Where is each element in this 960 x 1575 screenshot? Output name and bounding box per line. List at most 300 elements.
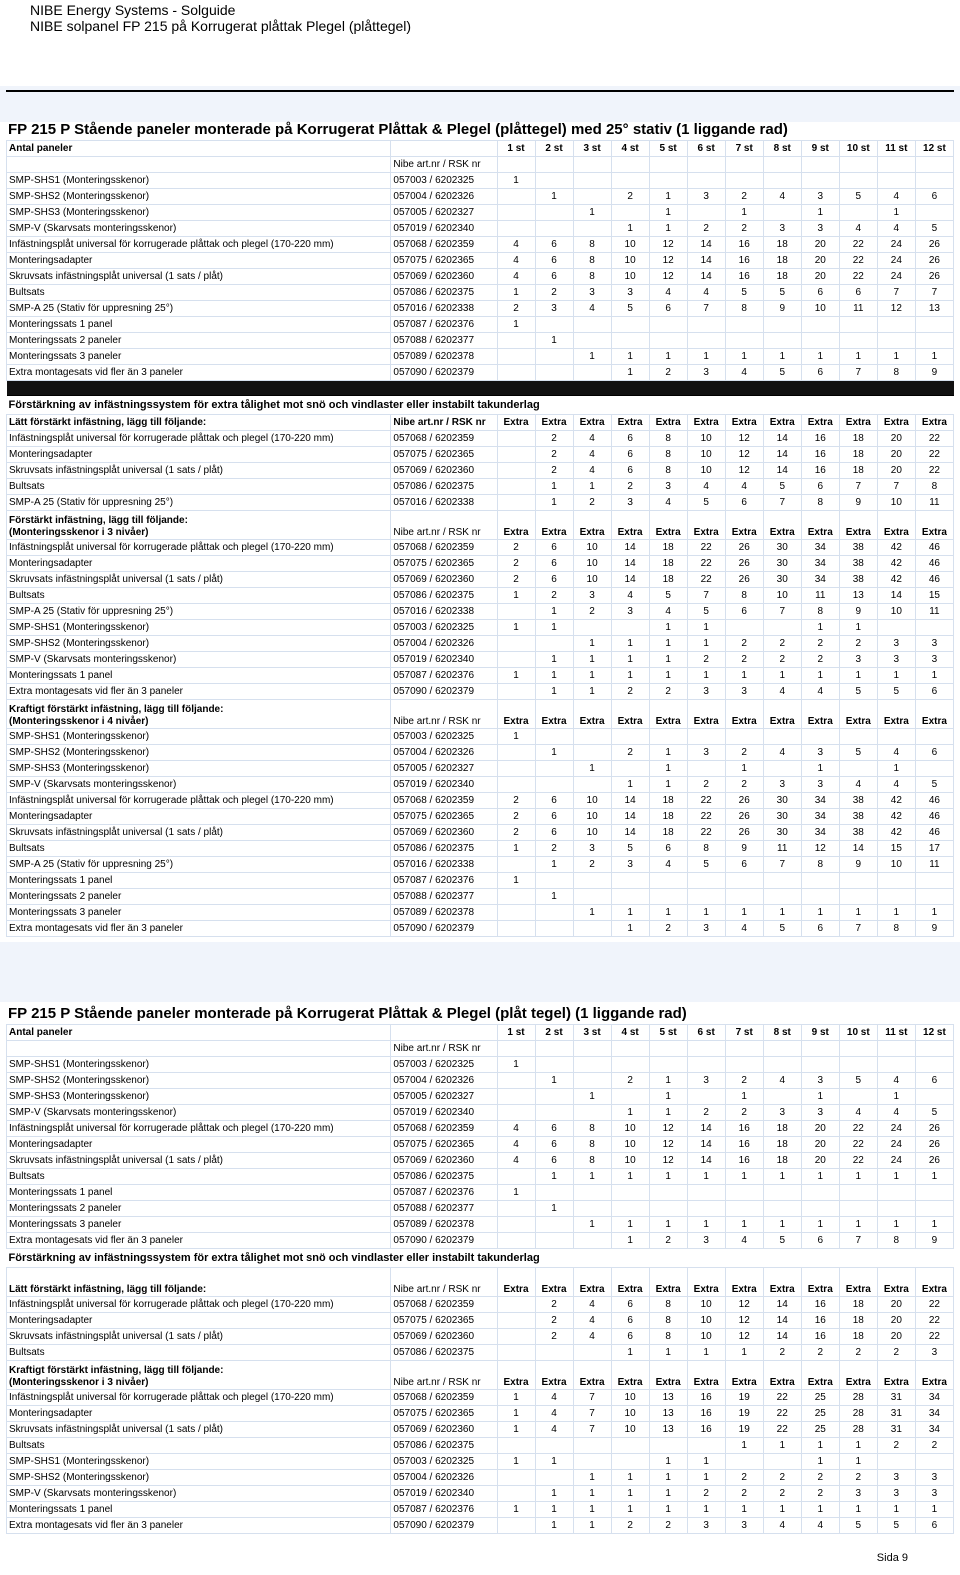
- quantity-cell: 1: [573, 652, 611, 668]
- quantity-cell: 1: [725, 1217, 763, 1233]
- quantity-cell: 1: [535, 1518, 573, 1534]
- quantity-cell: [877, 173, 915, 189]
- quantity-cell: [839, 173, 877, 189]
- quantity-cell: [535, 1438, 573, 1454]
- quantity-cell: 18: [839, 463, 877, 479]
- section1-title: FP 215 P Stående paneler monterade på Korrugerat Plåttak & Plegel (plåttegel) med 25° stativ (1 liggande rad): [8, 121, 788, 138]
- quantity-cell: [725, 889, 763, 905]
- quantity-cell: 26: [915, 1137, 953, 1153]
- quantity-cell: [915, 205, 953, 221]
- quantity-cell: 7: [573, 1390, 611, 1406]
- article-number: 057003 / 6202325: [391, 1454, 497, 1470]
- quantity-cell: 20: [877, 447, 915, 463]
- quantity-cell: 3: [915, 1345, 953, 1361]
- article-number: 057069 / 6202360: [391, 1329, 497, 1345]
- quantity-cell: 1: [573, 349, 611, 365]
- quantity-cell: 1: [687, 349, 725, 365]
- quantity-cell: 7: [915, 285, 953, 301]
- quantity-cell: 1: [573, 684, 611, 700]
- quantity-cell: 8: [801, 604, 839, 620]
- quantity-cell: 1: [801, 761, 839, 777]
- row-label: SMP-A 25 (Stativ för uppresning 25°): [7, 301, 391, 317]
- quantity-cell: 8: [877, 921, 915, 937]
- row-label: SMP-V (Skarvsats monteringsskenor): [7, 652, 391, 668]
- quantity-cell: 5: [763, 365, 801, 381]
- table-row: [7, 495, 954, 511]
- quantity-cell: [725, 173, 763, 189]
- quantity-cell: 3: [687, 365, 725, 381]
- quantity-cell: 2: [687, 1486, 725, 1502]
- quantity-cell: 6: [915, 684, 953, 700]
- quantity-cell: 10: [611, 253, 649, 269]
- table-row: [7, 1105, 954, 1121]
- quantity-cell: 1: [535, 889, 573, 905]
- quantity-cell: 2: [611, 745, 649, 761]
- article-number: 057068 / 6202359: [391, 1297, 497, 1313]
- section2-band: [0, 942, 960, 1002]
- quantity-cell: 6: [535, 1121, 573, 1137]
- quantity-cell: [497, 431, 535, 447]
- quantity-cell: 8: [877, 365, 915, 381]
- quantity-cell: 1: [725, 1502, 763, 1518]
- article-number: 057068 / 6202359: [391, 540, 497, 556]
- quantity-cell: 31: [877, 1390, 915, 1406]
- divider-bar: [7, 381, 954, 396]
- quantity-cell: 1: [611, 777, 649, 793]
- quantity-cell: 1: [877, 1089, 915, 1105]
- quantity-cell: 15: [915, 588, 953, 604]
- quantity-cell: [915, 1454, 953, 1470]
- quantity-cell: 1: [877, 1502, 915, 1518]
- extra-header: Extra: [497, 700, 535, 729]
- quantity-cell: 10: [611, 237, 649, 253]
- quantity-cell: 30: [763, 540, 801, 556]
- quantity-cell: [573, 1185, 611, 1201]
- quantity-cell: 13: [649, 1390, 687, 1406]
- page-number: Sida 9: [876, 1552, 908, 1564]
- quantity-cell: 14: [763, 1329, 801, 1345]
- quantity-cell: [649, 333, 687, 349]
- row-label: Monteringsadapter: [7, 1406, 391, 1422]
- quantity-cell: 34: [801, 825, 839, 841]
- quantity-cell: [573, 221, 611, 237]
- empty-cell: [763, 1041, 801, 1057]
- table-row: [7, 1089, 954, 1105]
- empty-cell: [535, 157, 573, 173]
- quantity-cell: 1: [801, 668, 839, 684]
- quantity-cell: 42: [877, 572, 915, 588]
- quantity-cell: [497, 479, 535, 495]
- quantity-cell: [915, 729, 953, 745]
- quantity-cell: 1: [763, 1217, 801, 1233]
- quantity-cell: 1: [801, 905, 839, 921]
- quantity-cell: 13: [915, 301, 953, 317]
- quantity-cell: 2: [497, 572, 535, 588]
- quantity-cell: [497, 1297, 535, 1313]
- quantity-cell: 1: [649, 620, 687, 636]
- quantity-cell: 5: [763, 1233, 801, 1249]
- quantity-cell: 20: [877, 1329, 915, 1345]
- quantity-cell: 1: [535, 745, 573, 761]
- quantity-cell: 1: [649, 1073, 687, 1089]
- quantity-cell: [801, 873, 839, 889]
- quantity-cell: 22: [915, 1329, 953, 1345]
- quantity-cell: 1: [535, 1486, 573, 1502]
- extra-header: Extra: [573, 1361, 611, 1390]
- article-number: 057090 / 6202379: [391, 684, 497, 700]
- quantity-cell: 1: [763, 1438, 801, 1454]
- quantity-cell: [535, 349, 573, 365]
- extra-header: Extra: [573, 415, 611, 431]
- quantity-cell: [839, 761, 877, 777]
- quantity-cell: 4: [763, 745, 801, 761]
- extra-header: Extra: [763, 1361, 801, 1390]
- quantity-cell: 1: [915, 1217, 953, 1233]
- extra-header: Extra: [763, 415, 801, 431]
- quantity-cell: [497, 1073, 535, 1089]
- article-number: 057069 / 6202360: [391, 825, 497, 841]
- quantity-cell: 10: [801, 301, 839, 317]
- quantity-cell: 1: [649, 1169, 687, 1185]
- quantity-cell: 7: [573, 1406, 611, 1422]
- row-label: Infästningsplåt universal för korrugerade plåttak och plegel (170-220 mm): [7, 1297, 391, 1313]
- quantity-cell: 1: [725, 205, 763, 221]
- quantity-cell: 3: [687, 921, 725, 937]
- row-label: Skruvsats infästningsplåt universal (1 sats / plåt): [7, 269, 391, 285]
- quantity-cell: 10: [611, 1121, 649, 1137]
- quantity-cell: 1: [573, 668, 611, 684]
- article-number: 057003 / 6202325: [391, 729, 497, 745]
- article-number: 057069 / 6202360: [391, 1422, 497, 1438]
- article-number: 057019 / 6202340: [391, 1105, 497, 1121]
- count-header: 9 st: [801, 1025, 839, 1041]
- quantity-cell: 6: [915, 189, 953, 205]
- extra-header: Extra: [535, 1268, 573, 1297]
- count-header: 4 st: [611, 141, 649, 157]
- table-row: [7, 1169, 954, 1185]
- quantity-cell: 16: [801, 463, 839, 479]
- quantity-cell: 10: [877, 857, 915, 873]
- quantity-cell: 3: [725, 684, 763, 700]
- quantity-cell: 14: [763, 1297, 801, 1313]
- row-label: Bultsats: [7, 841, 391, 857]
- quantity-cell: 22: [763, 1422, 801, 1438]
- quantity-cell: 1: [725, 1169, 763, 1185]
- quantity-cell: [915, 333, 953, 349]
- table-row: [7, 189, 954, 205]
- quantity-cell: 16: [801, 1329, 839, 1345]
- article-number: 057068 / 6202359: [391, 793, 497, 809]
- quantity-cell: 18: [839, 1297, 877, 1313]
- quantity-cell: [649, 173, 687, 189]
- count-header: 3 st: [573, 141, 611, 157]
- table-row: [7, 572, 954, 588]
- row-label: Monteringssats 1 panel: [7, 873, 391, 889]
- quantity-cell: [725, 1201, 763, 1217]
- quantity-cell: 46: [915, 809, 953, 825]
- quantity-cell: [497, 604, 535, 620]
- article-number: 057087 / 6202376: [391, 668, 497, 684]
- quantity-cell: [497, 1217, 535, 1233]
- level-heading: Kraftigt förstärkt infästning, lägg till följande:: [9, 704, 224, 715]
- article-number: 057003 / 6202325: [391, 173, 497, 189]
- article-number: 057075 / 6202365: [391, 1406, 497, 1422]
- quantity-cell: [535, 1089, 573, 1105]
- quantity-cell: 1: [877, 205, 915, 221]
- quantity-cell: [839, 889, 877, 905]
- quantity-cell: 2: [839, 1345, 877, 1361]
- table-row: [7, 1486, 954, 1502]
- row-label: SMP-SHS1 (Monteringsskenor): [7, 729, 391, 745]
- article-number: 057069 / 6202360: [391, 572, 497, 588]
- quantity-cell: 1: [687, 1502, 725, 1518]
- quantity-cell: 1: [497, 588, 535, 604]
- quantity-cell: 3: [877, 1486, 915, 1502]
- quantity-cell: 12: [649, 1153, 687, 1169]
- row-label: SMP-V (Skarvsats monteringsskenor): [7, 777, 391, 793]
- extra-header: Extra: [877, 415, 915, 431]
- section2: [6, 1004, 954, 1534]
- quantity-cell: 1: [877, 1217, 915, 1233]
- level-subheading: (Monteringsskenor i 3 nivåer): [9, 1377, 149, 1388]
- empty-cell: [839, 1041, 877, 1057]
- quantity-cell: 1: [535, 620, 573, 636]
- quantity-cell: 1: [611, 1233, 649, 1249]
- quantity-cell: 1: [611, 1502, 649, 1518]
- quantity-cell: 26: [725, 540, 763, 556]
- quantity-cell: 4: [497, 1153, 535, 1169]
- quantity-cell: [915, 173, 953, 189]
- quantity-cell: 12: [649, 1121, 687, 1137]
- quantity-cell: 5: [839, 1073, 877, 1089]
- section2-title: FP 215 P Stående paneler monterade på Korrugerat Plåttak & Plegel (plåt tegel) (1 liggande rad): [8, 1005, 687, 1022]
- extra-header: Extra: [915, 511, 953, 540]
- quantity-cell: [915, 1201, 953, 1217]
- quantity-cell: 10: [611, 1422, 649, 1438]
- quantity-cell: 10: [573, 572, 611, 588]
- article-number: 057086 / 6202375: [391, 1169, 497, 1185]
- article-number: 057087 / 6202376: [391, 873, 497, 889]
- quantity-cell: 4: [877, 777, 915, 793]
- extra-header: Extra: [611, 1361, 649, 1390]
- quantity-cell: 26: [725, 825, 763, 841]
- quantity-cell: 1: [611, 652, 649, 668]
- row-label: Bultsats: [7, 285, 391, 301]
- quantity-cell: [497, 889, 535, 905]
- quantity-cell: 7: [877, 479, 915, 495]
- extra-header: Extra: [573, 700, 611, 729]
- quantity-cell: 1: [801, 205, 839, 221]
- quantity-cell: 4: [497, 1121, 535, 1137]
- quantity-cell: [535, 1185, 573, 1201]
- quantity-cell: 3: [687, 1073, 725, 1089]
- extra-header: Extra: [649, 511, 687, 540]
- row-label: SMP-SHS1 (Monteringsskenor): [7, 173, 391, 189]
- table-row: [7, 301, 954, 317]
- quantity-cell: 6: [535, 253, 573, 269]
- table-row: [7, 1217, 954, 1233]
- quantity-cell: [535, 1345, 573, 1361]
- quantity-cell: 10: [611, 269, 649, 285]
- quantity-cell: 22: [687, 809, 725, 825]
- quantity-cell: 42: [877, 809, 915, 825]
- quantity-cell: 3: [801, 189, 839, 205]
- quantity-cell: [497, 1518, 535, 1534]
- quantity-cell: 10: [877, 604, 915, 620]
- quantity-cell: [839, 729, 877, 745]
- quantity-cell: 25: [801, 1390, 839, 1406]
- quantity-cell: [915, 889, 953, 905]
- extra-header: Extra: [611, 700, 649, 729]
- quantity-cell: [535, 777, 573, 793]
- row-label: Monteringssats 3 paneler: [7, 1217, 391, 1233]
- quantity-cell: 1: [649, 349, 687, 365]
- row-label: Monteringssats 2 paneler: [7, 1201, 391, 1217]
- quantity-cell: [687, 1057, 725, 1073]
- quantity-cell: 11: [915, 857, 953, 873]
- quantity-cell: 1: [611, 668, 649, 684]
- quantity-cell: 4: [535, 1406, 573, 1422]
- quantity-cell: 1: [763, 1502, 801, 1518]
- empty-cell: [915, 157, 953, 173]
- quantity-cell: [611, 1438, 649, 1454]
- row-label: Infästningsplåt universal för korrugerade plåttak och plegel (170-220 mm): [7, 1121, 391, 1137]
- quantity-cell: [497, 463, 535, 479]
- extra-header: Extra: [725, 1268, 763, 1297]
- table-row: [7, 1313, 954, 1329]
- quantity-cell: 1: [877, 905, 915, 921]
- quantity-cell: 8: [573, 269, 611, 285]
- quantity-cell: 18: [763, 1137, 801, 1153]
- reinforcement-level-label: [7, 1361, 391, 1390]
- extra-header: Extra: [839, 1361, 877, 1390]
- quantity-cell: [497, 1201, 535, 1217]
- quantity-cell: 26: [915, 1121, 953, 1137]
- quantity-cell: [535, 1105, 573, 1121]
- quantity-cell: 10: [573, 793, 611, 809]
- quantity-cell: 9: [915, 1233, 953, 1249]
- empty-cell: [763, 157, 801, 173]
- quantity-cell: [611, 889, 649, 905]
- quantity-cell: [839, 1185, 877, 1201]
- quantity-cell: 4: [839, 221, 877, 237]
- count-header: 11 st: [877, 1025, 915, 1041]
- row-label: Infästningsplåt universal för korrugerade plåttak och plegel (170-220 mm): [7, 793, 391, 809]
- quantity-cell: 1: [497, 1502, 535, 1518]
- quantity-cell: 3: [801, 1105, 839, 1121]
- quantity-cell: 4: [497, 1137, 535, 1153]
- article-number: 057016 / 6202338: [391, 857, 497, 873]
- quantity-cell: 12: [801, 841, 839, 857]
- extra-header: Extra: [801, 1361, 839, 1390]
- quantity-cell: 8: [649, 1329, 687, 1345]
- quantity-cell: [573, 1073, 611, 1089]
- quantity-cell: 7: [687, 588, 725, 604]
- article-number: 057088 / 6202377: [391, 889, 497, 905]
- artnr-header: Nibe art.nr / RSK nr: [391, 1041, 497, 1057]
- quantity-cell: [915, 1057, 953, 1073]
- quantity-cell: 1: [497, 1406, 535, 1422]
- quantity-cell: 31: [877, 1422, 915, 1438]
- empty-cell: [649, 1041, 687, 1057]
- quantity-cell: 22: [915, 463, 953, 479]
- extra-header-row: [7, 511, 954, 540]
- row-label: Skruvsats infästningsplåt universal (1 sats / plåt): [7, 463, 391, 479]
- table-row: [7, 253, 954, 269]
- quantity-cell: 2: [497, 793, 535, 809]
- quantity-cell: 2: [611, 1518, 649, 1534]
- quantity-cell: 8: [687, 841, 725, 857]
- article-number: 057068 / 6202359: [391, 237, 497, 253]
- row-label: Bultsats: [7, 1438, 391, 1454]
- quantity-cell: 16: [687, 1390, 725, 1406]
- quantity-cell: 1: [649, 1217, 687, 1233]
- table-row: [7, 1406, 954, 1422]
- count-header: 10 st: [839, 1025, 877, 1041]
- quantity-cell: [535, 905, 573, 921]
- quantity-cell: 2: [725, 221, 763, 237]
- row-label: Monteringssats 2 paneler: [7, 333, 391, 349]
- quantity-cell: [611, 173, 649, 189]
- quantity-cell: [839, 1089, 877, 1105]
- quantity-cell: [497, 1089, 535, 1105]
- quantity-cell: 2: [535, 463, 573, 479]
- article-number: 057075 / 6202365: [391, 1313, 497, 1329]
- row-label: SMP-SHS2 (Monteringsskenor): [7, 636, 391, 652]
- quantity-cell: [801, 889, 839, 905]
- quantity-cell: 20: [877, 1313, 915, 1329]
- quantity-cell: 11: [915, 604, 953, 620]
- quantity-cell: [877, 1185, 915, 1201]
- quantity-cell: 9: [839, 857, 877, 873]
- quantity-cell: [535, 873, 573, 889]
- quantity-cell: 22: [839, 253, 877, 269]
- quantity-cell: [535, 1233, 573, 1249]
- quantity-cell: 1: [649, 1454, 687, 1470]
- quantity-cell: 34: [915, 1422, 953, 1438]
- article-number: 057005 / 6202327: [391, 761, 497, 777]
- quantity-cell: [687, 729, 725, 745]
- row-label: SMP-SHS2 (Monteringsskenor): [7, 1470, 391, 1486]
- row-label: SMP-A 25 (Stativ för uppresning 25°): [7, 495, 391, 511]
- quantity-cell: 42: [877, 540, 915, 556]
- quantity-cell: 1: [573, 1169, 611, 1185]
- article-number: 057089 / 6202378: [391, 1217, 497, 1233]
- row-label: SMP-V (Skarvsats monteringsskenor): [7, 221, 391, 237]
- count-header: 10 st: [839, 141, 877, 157]
- quantity-cell: 4: [725, 365, 763, 381]
- quantity-cell: [611, 729, 649, 745]
- extra-header: Extra: [497, 511, 535, 540]
- quantity-cell: 1: [497, 317, 535, 333]
- table-row: [7, 333, 954, 349]
- quantity-cell: 1: [611, 636, 649, 652]
- quantity-cell: 25: [801, 1422, 839, 1438]
- quantity-cell: 16: [725, 253, 763, 269]
- quantity-cell: 5: [763, 479, 801, 495]
- quantity-cell: 12: [877, 301, 915, 317]
- quantity-cell: 3: [763, 221, 801, 237]
- quantity-cell: 1: [497, 173, 535, 189]
- quantity-cell: 1: [497, 1454, 535, 1470]
- row-label: SMP-SHS2 (Monteringsskenor): [7, 745, 391, 761]
- quantity-cell: 3: [687, 189, 725, 205]
- quantity-cell: 14: [839, 841, 877, 857]
- quantity-cell: 2: [725, 636, 763, 652]
- row-label: Infästningsplåt universal för korrugerade plåttak och plegel (170-220 mm): [7, 431, 391, 447]
- extra-header-row: [7, 700, 954, 729]
- table-row: [7, 431, 954, 447]
